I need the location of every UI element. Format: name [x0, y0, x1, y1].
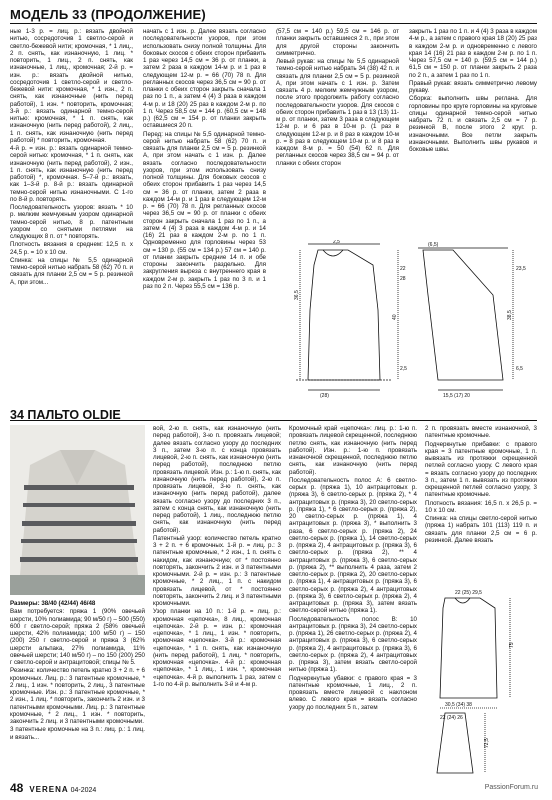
paragraph: вой, 2-ю п. снять, как изнаночную (нить перед работой), 3-ю п. провязать лицевой; далее вязать согласно узору до последних 3 п., затем 3-ю п. с конца провязать лицевой, 2-ю п. снять, как изнаночную (нить перед работой), последнюю петлю провязать лицевой. Изн. р.: 1-ю п. снять, как изнаночную (нить перед работой), 2-ю п. провязать лицевой, 3-ю п. снять, как изнаночную (нить перед работой), далее вязать согласно узору до последних 3 п., затем с конца снять, как изнаночную (нить перед работой), 1 лиц., последнюю петлю снять, как изнаночную (нить перед работой).: [153, 425, 281, 534]
section-title: МОДЕЛЬ 33 (ПРОДОЛЖЕНИЕ): [10, 7, 206, 22]
paragraph: Подчеркнутые прибавки: с правого края = 3 патентные кромочные, 1 п. вывязать из протяжки скрещенной петлей согласно узору. С левого края = вязать согласно узору до последних 3 п., затем 1 п. вывязать из протяжки скрещенной петлей согласно узору, 3 патентные кромочные.: [425, 440, 537, 499]
section-title: 34 ПАЛЬТО OLDIE: [10, 408, 121, 422]
dim-label: 22 (25) 29,5: [455, 590, 482, 596]
issue-number: 04-2024: [70, 787, 97, 794]
watermark: PassionForum.ru: [484, 784, 538, 791]
text-column-4: [409, 28, 537, 238]
dim-label: 72,5: [484, 738, 490, 748]
paragraph: ные 1-3 р. = лиц. р.: вязать двойной нитью, сосредоточив 1 светло-серой и светло-бежевой нити; кромочная, * 1 лиц., 2 п. снять, как изнаночную, 1 лиц. * повторить, 1 лиц., 2 п. снять, как изнаночные, 1 лиц., кромочная; 2-й р. = изн. р.: вязать двойной нитью, сосредоточив 1 светло-серой и светло-бежевой нити: кромочная, * 1 изн., 2 п. снять, как изнаночные (нить перед работой), 1 изн. * повторить, кромочная; 3-й р.: вязать одинарной темно-серой нитью: кромочная, * 1 п. снять, как изнаночную (нить перед работой), 2 лиц., 1 п. снять, как изнаночную (нить перед работой) * повторить, кромочная.: [10, 28, 133, 144]
dim-label: 2,5: [333, 240, 340, 245]
dim-label: 6,5: [516, 366, 523, 372]
paragraph: Патентный узор: количество петель кратно 3 + 2 п. + 6 кромочных. 1-й р. = лиц. р.: 3 патентные кромочные, * 2 изн., 1 п. снять с накидом, как изнаночную; от * постоянно повторять, закончить 2 изн. и 3 патентными кромочными. 2-й р. = изн. р.: 3 патентные кромочные, * 2 лиц., 1 п. с накидом провязать лицевой, от * постоянно повторять, закончить 2 лиц. и 3 патентными кромочными.: [153, 534, 281, 607]
paragraph: закрыть 1 раз по 1 п. и 4 (4) 3 раза в каждом 4-м р., а затем с правого края 18 (20) 25 раз в каждом 2-м р. и одновременно с левого края 14 (16) 21 раз в каждом 2-м р. по 1 п. Через 57,5 см = 140 р. (59,5 см = 144 р.) 61,5 см = 150 р. от планки закрыть 2 раза по 2 п., а затем 1 раз по 1 п.: [409, 28, 537, 79]
dim-label: 75: [509, 642, 515, 648]
dim-label: 28: [400, 276, 406, 282]
paragraph: 2 п. провязать вместе изнаночной, 3 патентные кромочные.: [425, 425, 537, 440]
dim-label: 23,5: [516, 266, 526, 272]
paragraph: Вам потребуется: пряжа 1 (90% овечьей шерсти, 10% полиамида; 90 м/50 г) – 500 (550) 600 г светло-серой; пряжа 2 (58% овечьей шерсти, 42% полиамида; 100 м/50 г) – 150 (200) 250 г светло-серой и пряжа 3 (62% шерсти альпака, 27% полиамида, 11% овечьей шерсти; 140 м/50 г) – по 150 (200) 250 г светло-серой и антрацитовой; спицы № 5.: [10, 608, 145, 666]
text-column-1: [10, 28, 133, 401]
paragraph: (57,5 см = 140 р.) 59,5 см = 146 р. от планки закрыть оставшиеся 2 п., при этом для другой стороны закончить симметрично.: [276, 28, 399, 57]
text-column-7: [289, 425, 417, 778]
dim-label: 22 (24) 26: [440, 715, 463, 721]
paragraph: Сборка: выполнить швы реглана. Для горловины про круге горловины на круговые спицы одинарной темно-серой нитью набрать 72 п. и связать 2,5 см = 7 р. резинкой В, после этого 2 круг. р. изнаночными. Все петли закрыть изнаночными. Выполнить швы рукавов и боковые швы.: [409, 95, 537, 153]
page-number: 48: [10, 781, 24, 795]
text-column-2: [143, 28, 266, 401]
body-outline: [308, 250, 380, 380]
neckline: [323, 250, 343, 256]
text-column-6: [153, 425, 281, 778]
dim-label: (28): [320, 393, 329, 399]
paragraph: начать с 1 изн. р. Далее вязать согласно последовательности узоров, при этом использовать снизу полной толщины. Для боковых скосов с обеих сторон прибавить 1 раз через 14,5 см = 36 р. от планки, а затем 2 раза в каждом 14-м р. и 1 раз в следующем 12-м р. = 66 (70) 78 п. Для регланных скосов через 36,5 см = 90 р. от планки с обеих сторон закрыть сначала 1 раз по 1 п., а затем 4 (4) 3 раза в каждом 4-м р. и 18 (20) 25 раз в каждом 2-м р. по 1 п. Через 58,5 см = 144 р. (60,5 см = 148 р.) (62,5 см = 154 р. от планки закрыть оставшиеся 20 п.: [143, 28, 266, 130]
paragraph: Последовательность узоров: вязать * 10 р. мелким жемчужным узором одинарной темно-серой нитью, 8 р. патентным узором со снятыми петлями на следующих 8 п. от * повторять.: [10, 204, 133, 240]
paragraph: Перед: на спицы № 5,5 одинарной темно-серой нитью набрать 58 (62) 70 п. и связать для планки 2,5 см = 5 р. резинкой А, при этом начать с 1 изн. р. Далее вязать согласно последовательности узоров, при этом использовать снизу полной толщины. Для боковых скосов с обеих сторон прибавить 1 раз через 14,5 см = 36 р. от планки, затем 2 раза в каждом 14-м р. и 1 раз в следующем 12-м р. = 66 (70) 78 п. Для регланных скосов через 36,5 см = 90 р. от планки с обеих сторон закрыть сначала 1 раз по 1 п., а затем 4 (4) 3 раза в каждом 4-м р. и 14 (16) 21 раз в каждом 2-м р. по 1 п. Одновременно для горловины через 53 см = 130 р. (55 см = 134 р.) 57 см = 140 р. от планки закрыть средние 14 п. и обе стороны закончить раздельно. Для закругления выреза с внутреннего края в каждом 2-м р. закрыть 1 раз по 3 п. и 1 раз по 2 п. Через 55,5 см = 136 р.: [143, 130, 266, 290]
pattern-schematic-2: [425, 588, 537, 778]
paragraph: Плотность вязания в среднем: 12,5 п. х 24,5 р. = 10 х 10 см.: [10, 241, 133, 256]
paragraph: Подчеркнутые убавки: с правого края = 3 патентные кромочные, 1 лиц., 2 п. провязать вместе лицевой с наклоном влево. С левого края = вязать согласно узору до последних 5 п., затем: [289, 674, 417, 711]
dim-label: 38,5: [507, 310, 513, 320]
dim-label: 2,5: [400, 366, 407, 372]
paragraph: 4-й р. = изн. р.: вязать одинарной темно-серой нитью: кромочная, * 1 п. снять, как изнаночную (нить перед работой), 2 изн., 1 п. снять, как изнаночную (нить перед работой) *, кромочная. 5–7-й р.: вязать, как 1–3-й р. 8-й р.: вязать одинарной темно-серой нитью изнаночными. С 1-го по 8-й р. повторять.: [10, 145, 133, 203]
text-column-8: [425, 425, 537, 585]
paragraph: Плотность вязания: 16,5 п. х 26,5 р. = 10 х 10 см.: [425, 499, 537, 514]
paragraph: Последовательность полос В: 10 антрацитовых р. (пряжа 3), 24 светло-серых р. (пряжа 1), 26 светло-серых р. (пряжа 2), 4 антрацитовых р. (пряжа 3), 6 светло-серых р. (пряжа 2), 4 антрацитовых р. (пряжа 3), 6 светло-серых р. (пряжа 2), 4 антрацитовых р. (пряжа 3), затем вязать светло-серой нитью (пряжа 1).: [289, 615, 417, 674]
dim-label: (6,5): [428, 242, 439, 248]
paragraph: 3 патентные кромочные на 3 п.: лиц. р.: 1 лиц. и вязать...: [10, 726, 145, 741]
coat-sleeve-outline: [437, 713, 473, 773]
dim-label: 15,5 (17) 20: [443, 393, 470, 399]
sleeve-outline: [423, 250, 503, 380]
page-footer: [10, 781, 96, 795]
paragraph: Правый рукав: вязать симметрично левому рукаву.: [409, 79, 537, 94]
paragraph: Левый рукав: на спицы № 5,5 одинарной темно-серой нитью набрать 34 (38) 42 п. и связать для планки 2,5 см = 5 р. резинкой А, при этом начать с 1 изн. р. Затем связать 4 р. мелким жемчужным узором, после этого продолжить работу согласно последовательности узоров. Для скосов с обеих сторон прибавить 1 раз в 13 (13) 11-м р. от планки, затем 3 раза в следующем 12-м р. и 6 раз в 10-м р. (1 раз в следующем 12-м р. и 8 раз в каждом 10-м р. = 8 раз в следующем 10-м р. и 8 раз в каждом 8-м р. = 50 (54) 62 п. Для регланных скосов через 38,5 см = 94 р. от планки с обеих сторон: [276, 58, 399, 167]
text-column-5: [10, 600, 145, 778]
dim-label: 40: [392, 314, 398, 320]
magazine-name: VERENA: [29, 785, 69, 794]
paragraph: Спинка: на спицы светло-серой нитью (пряжа 1) набрать 101 (113) 119 п. и связать для планки 2,5 см = 6 р. резинкой. Далее вязать: [425, 515, 537, 544]
coat-body-outline: [440, 598, 497, 698]
coat-photo: [10, 425, 145, 595]
paragraph: Кромочный край «цепочка»: лиц. р.: 1-ю п. провязать лицевой скрещенной, последнюю петлю снять, как изнаночную (нить перед работой). Изн. р.: 1-ю п. провязать изнаночной скрещенной, последнюю петлю снять, как изнаночную (нить перед работой).: [289, 425, 417, 476]
text-column-3: [276, 28, 399, 238]
page-header: [10, 6, 537, 24]
paragraph: Резинка: количество петель кратно 3 + 2 п. + 6 кромочных. Лиц. р.: 3 патентные кромочные, * 2 лиц., 1 изн. * повторить, 2 лиц., 3 патентные кромочные. Изн. р.: 3 патентные кромочные, * 2 изн., 1 лиц. * повторить, закончить 2 изн. и 3 патентными кромочными. Лиц. р.: 3 патентные кромочные, * 2 лиц., 1 изн. * повторить, закончить 2 лиц. и 3 патентными кромочными.: [10, 667, 145, 725]
pattern-schematic-1: [278, 240, 536, 402]
dim-label: 30,5 (34) 38: [445, 702, 472, 708]
paragraph: Последовательность полос А: 6 светло-серых р. (пряжа 1), 10 антрацитовых р. (пряжа 3), 6 светло-серых р. (пряжа 2), * 4 антрацитовых р. (пряжа 3), 20 светло-серых р. (пряжа 1), * 6 светло-серых р. (пряжа 2), 20 светло-серых р. (пряжа 1), 4 антрацитовых р. (пряжа 3), * выполнить 3 раза, 6 светло-серых р. (пряжа 2), 24 светло-серых р. (пряжа 1), 14 светло-серых р. (пряжа 2), 4 антрацитовых р. (пряжа 3), 6 светло-серых р. (пряжа 2), ** 4 антрацитовых р. (пряжа 3), 6 светло-серых р. (пряжа 2), ** выполнить 4 раза, затем 2 светло-серых р. (пряжа 2), 20 светло-серых р. (пряжа 1), 4 антрацитовых р. (пряжа 3), 6 светло-серых р. (пряжа 2), 4 антрацитовых р. (пряжа 3), 6 светло-серых р. (пряжа 2), 4 антрацитовых р. (пряжа 3), затем вязать светло-серой нитью (пряжа 1).: [289, 476, 417, 615]
section-header-34: [10, 406, 537, 421]
dim-label: 36,5: [294, 290, 300, 300]
dim-label: 22: [400, 266, 406, 272]
paragraph: Размеры: 38/40 (42/44) 46/48: [10, 600, 96, 607]
paragraph: Спинка: на спицы № 5,5 одинарной темно-серой нитью набрать 58 (62) 70 п. и связать для планки 2,5 см = 5 р. резинкой А, при этом...: [10, 256, 133, 286]
paragraph: Узор планки на 10 п.: 1-й р. = лиц. р.: кромочная «цепочка», 8 лиц., кромочная «цепочка». 2-й р. = изн. р.: кромочная «цепочка», * 1 лиц., 1 изн. * повторить, кромочная «цепочка». 3-й р.: кромочная «цепочка», * 1 п. снять, как изнаночную (нить перед работой), 1 лиц. * повторить, кромочная «цепочка». 4-й р.: кромочная «цепочка», * 1 лиц., 1 изн. *, кромочная «цепочка». 4-й р. выполнить 1 раз, затем с 1-го по 4-й р. выполнить 3-й и 4-м р.: [153, 608, 281, 688]
